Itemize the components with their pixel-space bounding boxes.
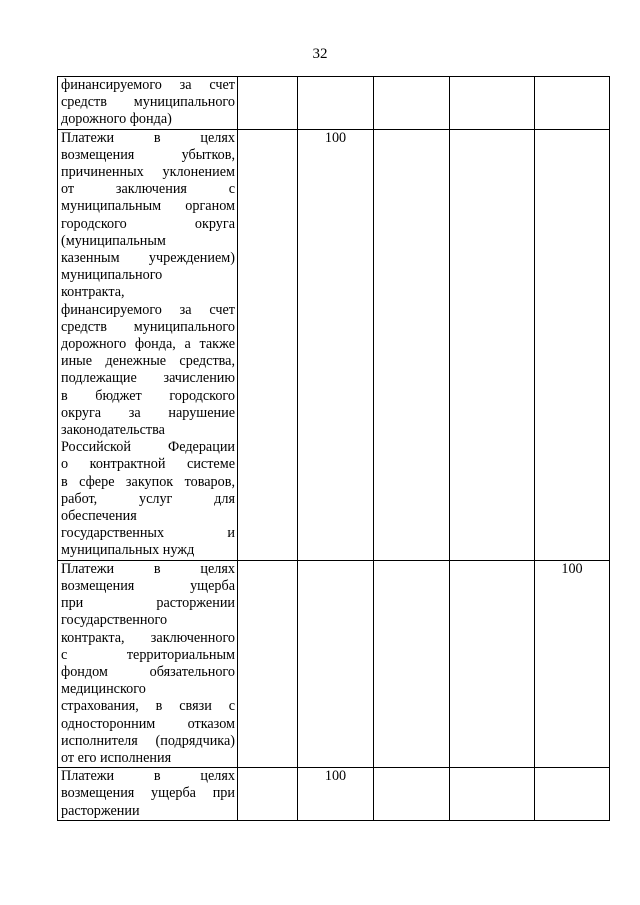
description-line: дорожного фонда, а также bbox=[61, 336, 235, 353]
table-row bbox=[58, 768, 610, 821]
description-line: государственных и bbox=[61, 525, 235, 542]
description-line: в сфере закупок товаров, bbox=[61, 473, 235, 490]
description-line: муниципального bbox=[61, 267, 163, 284]
value-cell bbox=[298, 560, 374, 767]
description-line: в бюджет городского bbox=[61, 387, 235, 404]
description-line: округа за нарушение bbox=[61, 404, 235, 421]
value-cell: 100 bbox=[298, 768, 374, 821]
description-line: Российской Федерации bbox=[61, 439, 235, 456]
description-line: о контрактной системе bbox=[61, 456, 235, 473]
value-cell bbox=[535, 129, 610, 560]
value-cell bbox=[450, 768, 535, 821]
description-line: при расторжении bbox=[61, 595, 235, 612]
budget-table bbox=[57, 76, 610, 821]
description-line: Платежи в целях bbox=[61, 768, 235, 785]
description-line: средств муниципального bbox=[61, 318, 235, 335]
value-cell bbox=[535, 768, 610, 821]
description-line: от заключения с bbox=[61, 181, 235, 198]
description-line: Платежи в целях bbox=[61, 129, 235, 146]
table-row bbox=[58, 129, 610, 560]
payment-description-cell bbox=[58, 129, 238, 560]
description-line: работ, услуг для bbox=[61, 490, 235, 507]
description-line: фондом обязательного bbox=[61, 663, 235, 680]
value-cell bbox=[450, 560, 535, 767]
description-line: законодательства bbox=[61, 422, 165, 439]
description-line: медицинского bbox=[61, 681, 146, 698]
value-cell bbox=[238, 768, 298, 821]
description-line: финансируемого за счет bbox=[61, 77, 235, 93]
value-cell bbox=[298, 77, 374, 130]
description-line: обеспечения bbox=[61, 508, 137, 525]
description-line: Платежи в целях bbox=[61, 560, 235, 577]
description-line: расторжении bbox=[61, 802, 140, 819]
description-line: страхования, в связи с bbox=[61, 698, 235, 715]
table-row bbox=[58, 77, 610, 130]
description-line: средств муниципального bbox=[61, 94, 235, 111]
value-cell bbox=[450, 77, 535, 130]
description-line: казенным учреждением) bbox=[61, 250, 235, 267]
description-line: подлежащие зачислению bbox=[61, 370, 235, 387]
payment-description-cell bbox=[58, 768, 238, 821]
payment-description-cell bbox=[58, 77, 238, 130]
value-cell bbox=[450, 129, 535, 560]
description-line: возмещения ущерба bbox=[61, 577, 235, 594]
value-cell bbox=[374, 129, 450, 560]
payment-description-cell bbox=[58, 560, 238, 767]
description-line: с территориальным bbox=[61, 646, 235, 663]
description-line: причиненных уклонением bbox=[61, 164, 235, 181]
value-cell: 100 bbox=[298, 129, 374, 560]
description-line: односторонним отказом bbox=[61, 715, 235, 732]
description-line: иные денежные средства, bbox=[61, 353, 235, 370]
description-line: от его исполнения bbox=[61, 749, 172, 766]
description-line: исполнителя (подрядчика) bbox=[61, 732, 235, 749]
description-line: дорожного фонда) bbox=[61, 111, 172, 128]
description-line: контракта, заключенного bbox=[61, 629, 235, 646]
value-cell: 100 bbox=[535, 560, 610, 767]
value-cell bbox=[238, 77, 298, 130]
description-line: возмещения ущерба при bbox=[61, 785, 235, 802]
description-line: государственного bbox=[61, 612, 168, 629]
description-line: муниципальных нужд bbox=[61, 542, 195, 559]
description-line: городского округа bbox=[61, 215, 235, 232]
value-cell bbox=[374, 560, 450, 767]
table-row bbox=[58, 560, 610, 767]
description-line: контракта, bbox=[61, 284, 125, 301]
value-cell bbox=[374, 768, 450, 821]
description-line: (муниципальным bbox=[61, 232, 166, 249]
description-line: муниципальным органом bbox=[61, 198, 235, 215]
value-cell bbox=[238, 129, 298, 560]
value-cell bbox=[374, 77, 450, 130]
value-cell bbox=[238, 560, 298, 767]
page-number: 32 bbox=[312, 46, 328, 62]
value-cell bbox=[535, 77, 610, 130]
description-line: возмещения убытков, bbox=[61, 146, 235, 163]
description-line: финансируемого за счет bbox=[61, 301, 235, 318]
